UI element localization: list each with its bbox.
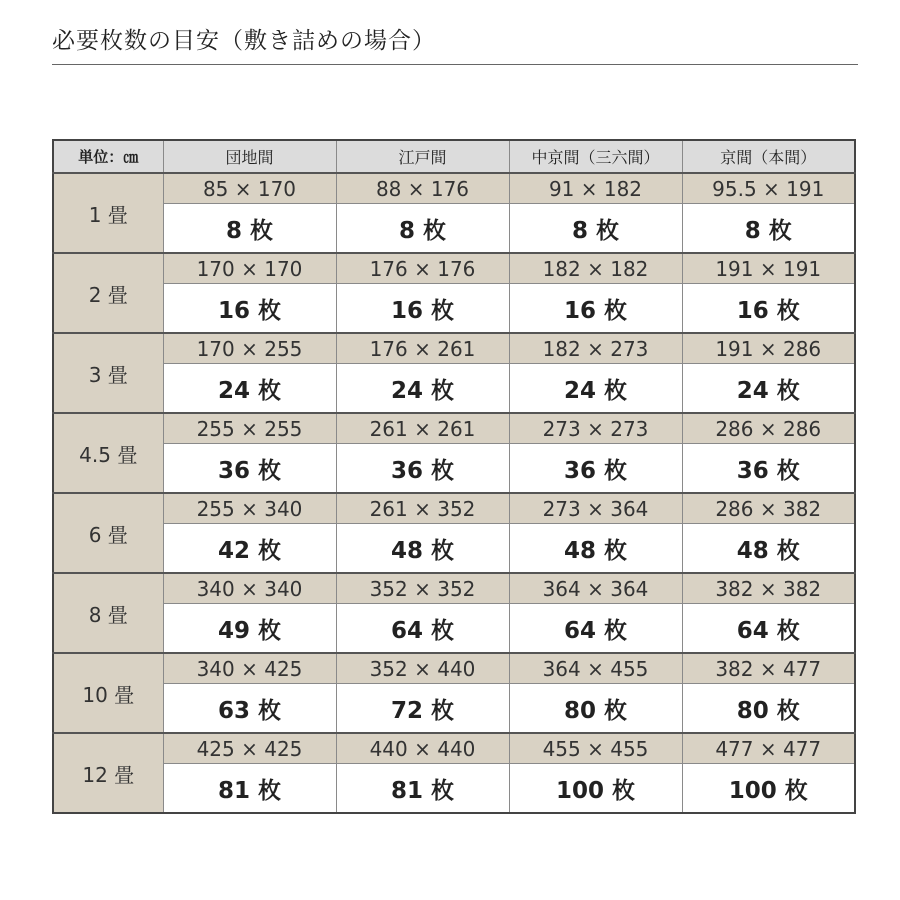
mat-count-cell: 36 枚 bbox=[509, 444, 682, 494]
count-row bbox=[53, 764, 855, 814]
mat-count-cell: 16 枚 bbox=[163, 284, 336, 334]
dimension-cell: 255 × 255 bbox=[163, 413, 336, 444]
column-header-chukyoma: 中京間（三六間） bbox=[509, 140, 682, 173]
dimension-cell: 170 × 170 bbox=[163, 253, 336, 284]
dimension-cell: 425 × 425 bbox=[163, 733, 336, 764]
dimension-row bbox=[53, 173, 855, 204]
dimension-cell: 85 × 170 bbox=[163, 173, 336, 204]
mat-count-cell: 64 枚 bbox=[336, 604, 509, 654]
unit-header: 単位：㎝ bbox=[53, 140, 163, 173]
dimension-cell: 352 × 352 bbox=[336, 573, 509, 604]
mat-count-cell: 80 枚 bbox=[682, 684, 855, 734]
count-row bbox=[53, 684, 855, 734]
dimension-cell: 364 × 455 bbox=[509, 653, 682, 684]
dimension-cell: 440 × 440 bbox=[336, 733, 509, 764]
mat-count-cell: 24 枚 bbox=[336, 364, 509, 414]
mat-count-cell: 80 枚 bbox=[509, 684, 682, 734]
dimension-cell: 261 × 352 bbox=[336, 493, 509, 524]
room-size-label: 12 畳 bbox=[53, 733, 163, 813]
room-size-label: 6 畳 bbox=[53, 493, 163, 573]
mat-count-cell: 24 枚 bbox=[163, 364, 336, 414]
mat-count-cell: 16 枚 bbox=[682, 284, 855, 334]
dimension-row bbox=[53, 653, 855, 684]
table-header-row bbox=[53, 140, 855, 173]
mat-count-cell: 63 枚 bbox=[163, 684, 336, 734]
room-size-label: 2 畳 bbox=[53, 253, 163, 333]
dimension-cell: 191 × 286 bbox=[682, 333, 855, 364]
mat-count-cell: 81 枚 bbox=[336, 764, 509, 814]
mat-count-cell: 100 枚 bbox=[509, 764, 682, 814]
dimension-row bbox=[53, 733, 855, 764]
mat-count-cell: 64 枚 bbox=[509, 604, 682, 654]
dimension-row bbox=[53, 493, 855, 524]
column-header-danchima: 団地間 bbox=[163, 140, 336, 173]
dimension-cell: 191 × 191 bbox=[682, 253, 855, 284]
mat-count-cell: 8 枚 bbox=[509, 204, 682, 254]
dimension-row bbox=[53, 573, 855, 604]
room-size-label: 3 畳 bbox=[53, 333, 163, 413]
mat-count-cell: 36 枚 bbox=[336, 444, 509, 494]
column-header-kyoma: 京間（本間） bbox=[682, 140, 855, 173]
dimension-cell: 255 × 340 bbox=[163, 493, 336, 524]
mat-count-cell: 24 枚 bbox=[509, 364, 682, 414]
dimension-row bbox=[53, 253, 855, 284]
dimension-cell: 273 × 364 bbox=[509, 493, 682, 524]
dimension-cell: 382 × 382 bbox=[682, 573, 855, 604]
count-row bbox=[53, 204, 855, 254]
dimension-cell: 176 × 261 bbox=[336, 333, 509, 364]
room-size-label: 8 畳 bbox=[53, 573, 163, 653]
title-divider bbox=[52, 64, 858, 65]
dimension-cell: 477 × 477 bbox=[682, 733, 855, 764]
mat-count-cell: 36 枚 bbox=[682, 444, 855, 494]
dimension-cell: 95.5 × 191 bbox=[682, 173, 855, 204]
mat-count-cell: 48 枚 bbox=[509, 524, 682, 574]
mat-count-cell: 8 枚 bbox=[163, 204, 336, 254]
mat-count-cell: 16 枚 bbox=[509, 284, 682, 334]
dimension-row bbox=[53, 413, 855, 444]
dimension-cell: 340 × 340 bbox=[163, 573, 336, 604]
mat-count-cell: 8 枚 bbox=[682, 204, 855, 254]
mat-count-cell: 16 枚 bbox=[336, 284, 509, 334]
column-header-edoma: 江戸間 bbox=[336, 140, 509, 173]
dimension-cell: 273 × 273 bbox=[509, 413, 682, 444]
mat-count-cell: 48 枚 bbox=[682, 524, 855, 574]
count-row bbox=[53, 364, 855, 414]
mat-count-cell: 64 枚 bbox=[682, 604, 855, 654]
tatami-count-table bbox=[52, 139, 856, 814]
mat-count-cell: 49 枚 bbox=[163, 604, 336, 654]
count-row bbox=[53, 524, 855, 574]
dimension-cell: 182 × 182 bbox=[509, 253, 682, 284]
dimension-cell: 182 × 273 bbox=[509, 333, 682, 364]
dimension-cell: 364 × 364 bbox=[509, 573, 682, 604]
room-size-label: 1 畳 bbox=[53, 173, 163, 253]
room-size-label: 10 畳 bbox=[53, 653, 163, 733]
dimension-cell: 170 × 255 bbox=[163, 333, 336, 364]
mat-count-cell: 42 枚 bbox=[163, 524, 336, 574]
mat-count-cell: 8 枚 bbox=[336, 204, 509, 254]
dimension-cell: 382 × 477 bbox=[682, 653, 855, 684]
dimension-cell: 88 × 176 bbox=[336, 173, 509, 204]
dimension-cell: 352 × 440 bbox=[336, 653, 509, 684]
mat-count-cell: 36 枚 bbox=[163, 444, 336, 494]
count-row bbox=[53, 284, 855, 334]
dimension-cell: 455 × 455 bbox=[509, 733, 682, 764]
mat-count-cell: 48 枚 bbox=[336, 524, 509, 574]
mat-count-cell: 100 枚 bbox=[682, 764, 855, 814]
dimension-row bbox=[53, 333, 855, 364]
count-row bbox=[53, 604, 855, 654]
mat-count-cell: 24 枚 bbox=[682, 364, 855, 414]
mat-count-cell: 72 枚 bbox=[336, 684, 509, 734]
dimension-cell: 91 × 182 bbox=[509, 173, 682, 204]
dimension-cell: 286 × 382 bbox=[682, 493, 855, 524]
page-title: 必要枚数の目安（敷き詰めの場合） bbox=[52, 28, 436, 54]
dimension-cell: 286 × 286 bbox=[682, 413, 855, 444]
room-size-label: 4.5 畳 bbox=[53, 413, 163, 493]
dimension-cell: 261 × 261 bbox=[336, 413, 509, 444]
dimension-cell: 176 × 176 bbox=[336, 253, 509, 284]
mat-count-cell: 81 枚 bbox=[163, 764, 336, 814]
dimension-cell: 340 × 425 bbox=[163, 653, 336, 684]
count-row bbox=[53, 444, 855, 494]
